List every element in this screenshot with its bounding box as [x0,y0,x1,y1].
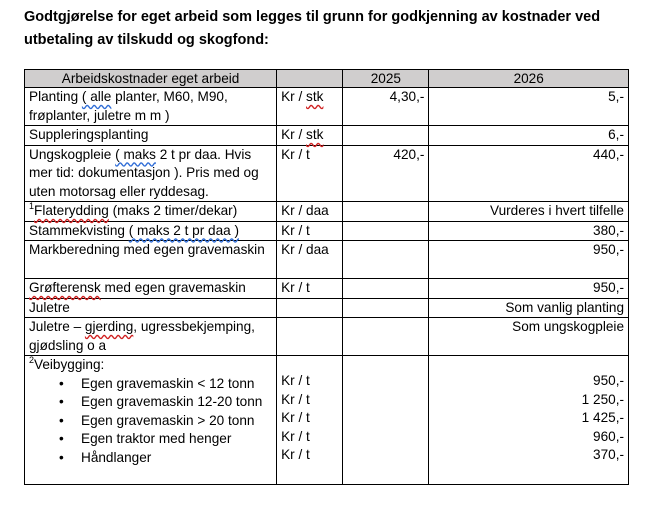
row-description: Markberedning med egen gravemaskin [25,241,277,279]
veibygging-unit: Kr / t [281,447,310,462]
header-unit [277,70,343,88]
table-row [25,241,629,279]
list-item: • Håndlanger [59,449,272,468]
table-row [25,279,629,299]
row-unit [277,356,343,485]
row-description [25,356,277,485]
row-value-2026: 6,- [429,126,629,146]
row-unit [277,298,343,318]
table-row [25,126,629,146]
row-value-2026: 5,- [429,88,629,126]
row-unit: Kr / daa [277,241,343,279]
veibygging-list [29,375,272,468]
table-row [25,145,629,202]
table-header-row [25,70,629,88]
footnote-marker: 1 [29,201,35,211]
row-unit: Kr / daa [277,202,343,222]
footnote-marker: 2 [29,355,35,365]
veibygging-unit: Kr / t [281,373,310,388]
row-value-2025 [343,221,429,241]
row-value-2026 [429,356,629,485]
row-description: Juletre – gjerding, ugressbekjemping, gjødsling o a [25,318,277,356]
row-value-2025 [343,126,429,146]
list-item: • Egen gravemaskin 12-20 tonn [59,393,272,412]
row-value-2025 [343,202,429,222]
list-item: • Egen gravemaskin < 12 tonn [59,375,272,394]
header-2026: 2026 [429,70,629,88]
veibygging-title: Veibygging: [34,357,105,372]
row-unit: Kr / t [277,145,343,202]
row-value-2025: 4,30,- [343,88,429,126]
row-value-2026: Som ungskogpleie [429,318,629,356]
row-value-2025 [343,241,429,279]
table-row [25,298,629,318]
row-description: Ungskogpleie ( maks 2 t pr daa. Hvis mer tid: dokumentasjon ). Pris med og uten motorsag eller ryddesag. [25,145,277,202]
row-value-2026: 950,- [429,279,629,299]
table-row-veibygging [25,356,629,485]
planting-comment-link[interactable]: ( alle [81,89,112,104]
row-description: Juletre [25,298,277,318]
veibygging-value: 1 250,- [581,391,624,407]
row-value-2025: 420,- [343,145,429,202]
veibygging-value: 950,- [593,373,624,388]
table-row [25,202,629,222]
veibygging-unit: Kr / t [281,410,310,425]
row-value-2025 [343,298,429,318]
row-value-2025 [343,356,429,485]
row-unit: Kr / t [277,279,343,299]
row-value-2025 [343,318,429,356]
header-work-cost: Arbeidskostnader eget arbeid [25,70,277,88]
row-description: Grøfterensk med egen gravemaskin [25,279,277,299]
row-description: Planting ( alle planter, M60, M90, frøplanter, juletre m m ) [25,88,277,126]
veibygging-value: 370,- [593,447,624,462]
veibygging-value: 960,- [593,428,624,444]
stammekvisting-comment-link[interactable]: ( maks 2 t pr daa ) [128,222,240,238]
row-value-2026: 440,- [429,145,629,202]
row-description: Suppleringsplanting [25,126,277,146]
row-unit: Kr / stk [277,126,343,146]
row-unit [277,318,343,356]
row-value-2026: 380,- [429,221,629,241]
veibygging-value: 1 425,- [581,410,624,425]
veibygging-unit: Kr / t [281,391,310,407]
row-unit: Kr / stk [277,88,343,126]
list-item: • Egen traktor med henger [59,430,272,449]
row-description: $^1$Flaterydding (maks 2 timer/dekar) [25,202,277,222]
cost-table [24,69,629,485]
table-row [25,318,629,356]
veibygging-unit: Kr / t [281,428,310,444]
row-unit: Kr / t [277,221,343,241]
table-row [25,88,629,126]
row-value-2026: Som vanlig planting [429,298,629,318]
ungskogpleie-comment-link[interactable]: ( maks [115,146,156,162]
header-2025: 2025 [343,70,429,88]
row-value-2026: Vurderes i hvert tilfelle [429,202,629,222]
table-row [25,221,629,241]
row-description: Stammekvisting ( maks 2 t pr daa ) [25,221,277,241]
list-item: • Egen gravemaskin > 20 tonn [59,412,272,431]
document-heading: Godtgjørelse for eget arbeid som legges til grunn for godkjenning av kostnader ved utbetaling av tilskudd og skogfond: [24,9,601,48]
row-value-2026: 950,- [429,241,629,279]
row-value-2025 [343,279,429,299]
